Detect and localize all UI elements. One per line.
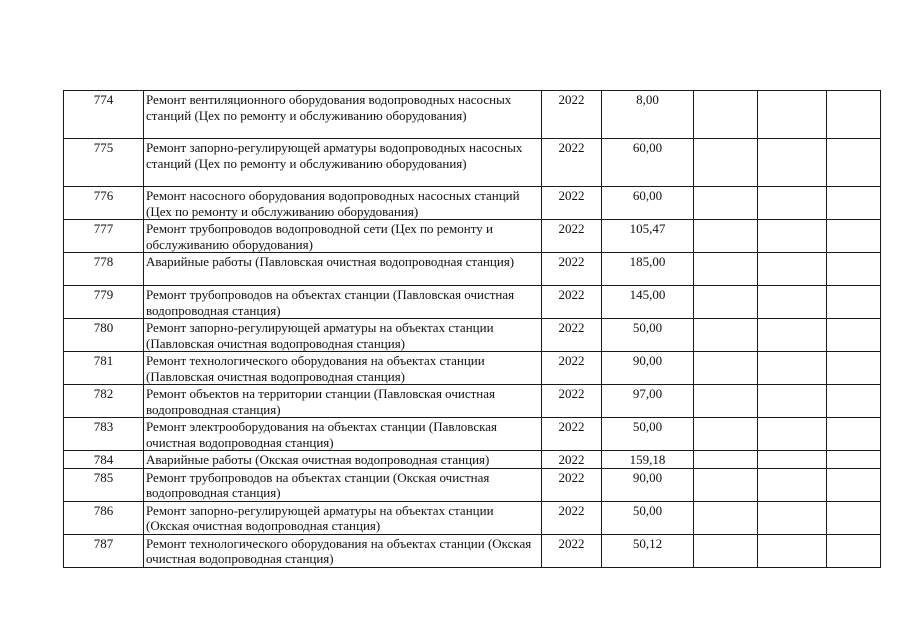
empty-cell	[827, 352, 881, 385]
table-row	[64, 501, 881, 534]
row-year: 2022	[542, 319, 602, 352]
empty-cell	[758, 418, 827, 451]
row-year: 2022	[542, 286, 602, 319]
empty-cell	[758, 385, 827, 418]
table-row	[64, 253, 881, 286]
empty-cell	[758, 534, 827, 567]
empty-cell	[694, 139, 758, 187]
row-number: 781	[64, 352, 144, 385]
row-number: 786	[64, 501, 144, 534]
table-row	[64, 220, 881, 253]
table-row	[64, 187, 881, 220]
row-description: Ремонт технологического оборудования на объектах станции (Павловская очистная водопроводная станция)	[144, 352, 542, 385]
row-description: Ремонт вентиляционного оборудования водопроводных насосных станций (Цех по ремонту и обслуживанию оборудования)	[144, 91, 542, 139]
row-amount: 105,47	[602, 220, 694, 253]
empty-cell	[827, 418, 881, 451]
row-year: 2022	[542, 91, 602, 139]
table-row	[64, 286, 881, 319]
row-description: Ремонт технологического оборудования на объектах станции (Окская очистная водопроводная станция)	[144, 534, 542, 567]
row-number: 774	[64, 91, 144, 139]
row-description: Ремонт трубопроводов на объектах станции (Павловская очистная водопроводная станция)	[144, 286, 542, 319]
empty-cell	[827, 385, 881, 418]
empty-cell	[758, 451, 827, 469]
row-number: 782	[64, 385, 144, 418]
table-row	[64, 418, 881, 451]
works-table	[63, 90, 881, 568]
row-year: 2022	[542, 468, 602, 501]
row-amount: 50,00	[602, 501, 694, 534]
row-amount: 60,00	[602, 139, 694, 187]
row-amount: 97,00	[602, 385, 694, 418]
empty-cell	[758, 253, 827, 286]
row-number: 778	[64, 253, 144, 286]
empty-cell	[758, 91, 827, 139]
empty-cell	[827, 319, 881, 352]
empty-cell	[827, 451, 881, 469]
row-amount: 90,00	[602, 352, 694, 385]
row-year: 2022	[542, 385, 602, 418]
row-description: Ремонт запорно-регулирующей арматуры водопроводных насосных станций (Цех по ремонту и обслуживанию оборудования)	[144, 139, 542, 187]
row-amount: 90,00	[602, 468, 694, 501]
empty-cell	[694, 451, 758, 469]
row-amount: 8,00	[602, 91, 694, 139]
empty-cell	[694, 253, 758, 286]
empty-cell	[758, 352, 827, 385]
row-number: 779	[64, 286, 144, 319]
empty-cell	[758, 220, 827, 253]
empty-cell	[694, 468, 758, 501]
empty-cell	[758, 187, 827, 220]
table-row	[64, 451, 881, 469]
row-amount: 50,00	[602, 319, 694, 352]
empty-cell	[758, 286, 827, 319]
row-amount: 50,00	[602, 418, 694, 451]
empty-cell	[694, 220, 758, 253]
empty-cell	[694, 352, 758, 385]
row-year: 2022	[542, 220, 602, 253]
row-year: 2022	[542, 139, 602, 187]
row-description: Ремонт трубопроводов водопроводной сети (Цех по ремонту и обслуживанию оборудования)	[144, 220, 542, 253]
empty-cell	[694, 187, 758, 220]
empty-cell	[694, 385, 758, 418]
table-row	[64, 139, 881, 187]
empty-cell	[758, 319, 827, 352]
empty-cell	[758, 139, 827, 187]
empty-cell	[827, 91, 881, 139]
row-year: 2022	[542, 418, 602, 451]
row-number: 787	[64, 534, 144, 567]
row-description: Ремонт насосного оборудования водопроводных насосных станций (Цех по ремонту и обслуживанию оборудования)	[144, 187, 542, 220]
table-row	[64, 468, 881, 501]
empty-cell	[827, 534, 881, 567]
empty-cell	[694, 418, 758, 451]
row-description: Ремонт запорно-регулирующей арматуры на объектах станции (Окская очистная водопроводная станция)	[144, 501, 542, 534]
empty-cell	[694, 501, 758, 534]
row-number: 784	[64, 451, 144, 469]
row-number: 780	[64, 319, 144, 352]
row-number: 775	[64, 139, 144, 187]
row-year: 2022	[542, 253, 602, 286]
row-number: 776	[64, 187, 144, 220]
row-amount: 50,12	[602, 534, 694, 567]
row-number: 783	[64, 418, 144, 451]
empty-cell	[827, 253, 881, 286]
table-row	[64, 319, 881, 352]
row-number: 785	[64, 468, 144, 501]
row-number: 777	[64, 220, 144, 253]
row-description: Аварийные работы (Окская очистная водопроводная станция)	[144, 451, 542, 469]
row-year: 2022	[542, 451, 602, 469]
empty-cell	[694, 286, 758, 319]
row-year: 2022	[542, 352, 602, 385]
row-amount: 145,00	[602, 286, 694, 319]
table-row	[64, 91, 881, 139]
table-row	[64, 534, 881, 567]
empty-cell	[827, 187, 881, 220]
empty-cell	[694, 91, 758, 139]
empty-cell	[827, 468, 881, 501]
row-amount: 60,00	[602, 187, 694, 220]
row-description: Ремонт запорно-регулирующей арматуры на объектах станции (Павловская очистная водопроводная станция)	[144, 319, 542, 352]
row-description: Ремонт объектов на территории станции (Павловская очистная водопроводная станция)	[144, 385, 542, 418]
empty-cell	[827, 286, 881, 319]
empty-cell	[827, 220, 881, 253]
empty-cell	[694, 319, 758, 352]
row-amount: 159,18	[602, 451, 694, 469]
empty-cell	[694, 534, 758, 567]
empty-cell	[827, 139, 881, 187]
table-row	[64, 352, 881, 385]
row-year: 2022	[542, 534, 602, 567]
table-row	[64, 385, 881, 418]
row-year: 2022	[542, 501, 602, 534]
row-description: Ремонт трубопроводов на объектах станции (Окская очистная водопроводная станция)	[144, 468, 542, 501]
row-description: Аварийные работы (Павловская очистная водопроводная станция)	[144, 253, 542, 286]
row-year: 2022	[542, 187, 602, 220]
empty-cell	[758, 501, 827, 534]
empty-cell	[827, 501, 881, 534]
row-description: Ремонт электрооборудования на объектах станции (Павловская очистная водопроводная станция)	[144, 418, 542, 451]
row-amount: 185,00	[602, 253, 694, 286]
empty-cell	[758, 468, 827, 501]
